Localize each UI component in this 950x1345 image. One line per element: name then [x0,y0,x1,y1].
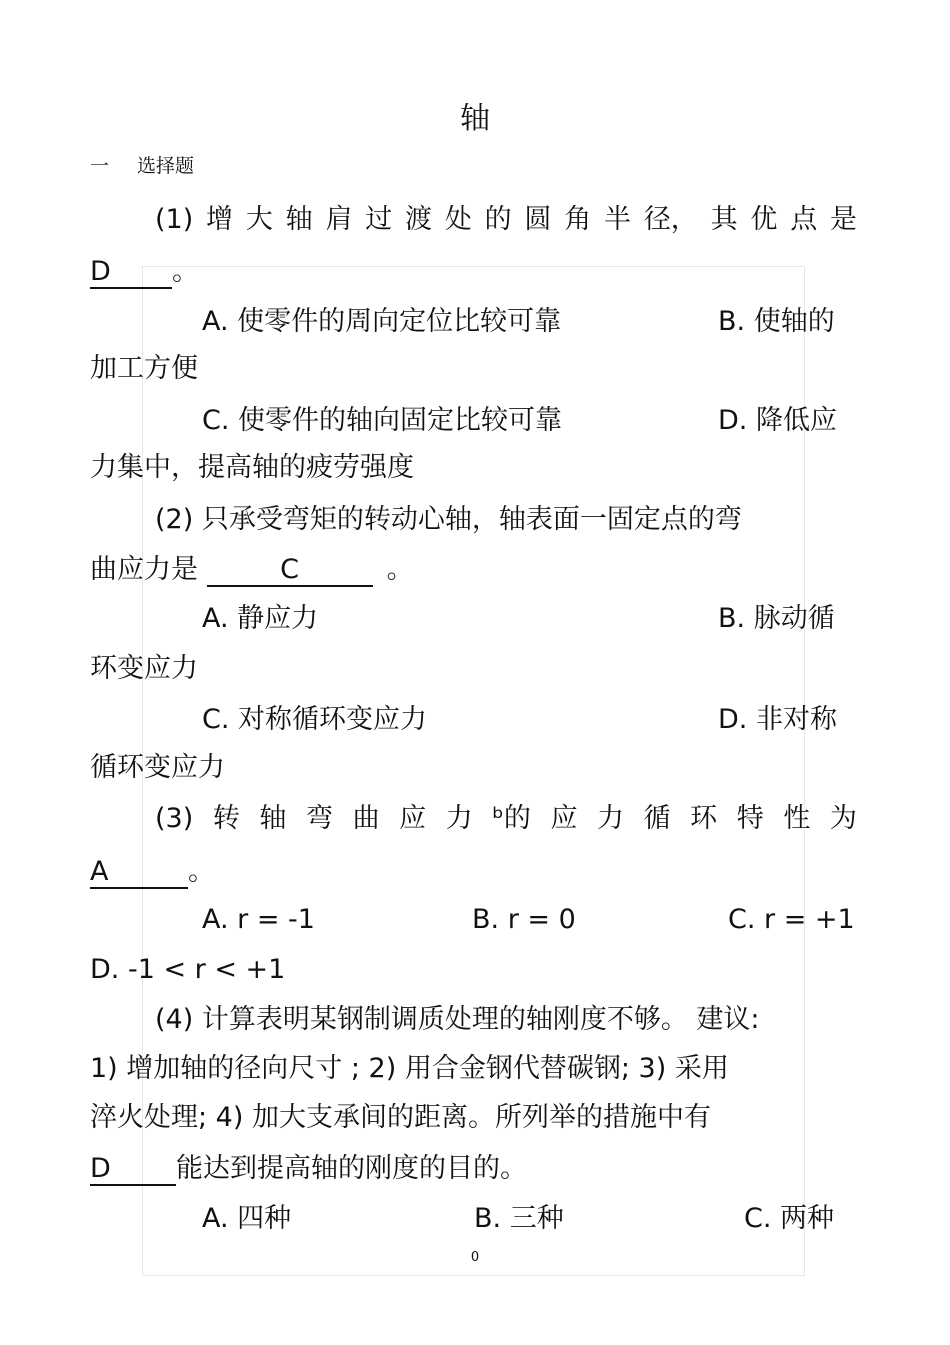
q1-option-c: C. 使零件的轴向固定比较可靠 [202,405,563,436]
q1-answer-blank: D [90,257,172,289]
q3-option-c: C. r = +1 [728,904,855,935]
page-title: 轴 [460,101,490,136]
section-heading [90,153,194,179]
q4-option-a: A. 四种 [202,1203,292,1234]
q4-option-b: B. 三种 [474,1203,564,1234]
q1-option-b-cont: 加工方便 [90,353,198,384]
q1-option-a: A. 使零件的周向定位比较可靠 [202,306,562,337]
q3-option-b: B. r = 0 [472,904,576,935]
q2-option-b: B. 脉动循 [718,603,835,634]
q2-option-a: A. 静应力 [202,603,319,634]
q3-stem-line1: (3) 转 轴 弯 曲 应 力 ᵇ的 应 力 循 环 特 性 为 [155,803,857,834]
q1-option-d: D. 降低应 [718,405,837,436]
q1-option-d-cont: 力集中，提高轴的疲劳强度 [90,452,414,483]
q1-stem-line1: (1) 增 大 轴 肩 过 渡 处 的 圆 角 半 径， 其 优 点 是 [155,204,857,235]
section-label: 选择题 [137,155,195,177]
q3-answer-blank: A [90,857,188,889]
q3-option-d: D. -1 < r < +1 [90,954,286,985]
q2-option-c: C. 对称循环变应力 [202,704,428,735]
q2-stem-line2: 曲应力是 C 。 [90,554,414,585]
q2-option-b-cont: 环变应力 [90,653,198,684]
q3-option-a: A. r = -1 [202,904,315,935]
q2-stem-line1: (2) 只承受弯矩的转动心轴，轴表面一固定点的弯 [155,504,742,535]
q1-answer-line: D 。 [90,256,199,287]
page-number: 0 [470,1250,480,1265]
q4-option-c: C. 两种 [744,1203,835,1234]
q4-line1: (4) 计算表明某钢制调质处理的轴刚度不够。 建议: [155,1004,760,1035]
q2-option-d-cont: 循环变应力 [90,752,225,783]
q2-answer-blank: C [207,555,373,587]
q4-line4: D 能达到提高轴的刚度的目的。 [90,1153,527,1184]
section-number: 一 [90,155,110,177]
q3-answer-line: A 。 [90,856,215,887]
q4-answer-blank: D [90,1154,176,1186]
q4-line2: 1) 增加轴的径向尺寸 ; 2) 用合金钢代替碳钢; 3) 采用 [90,1053,729,1084]
q1-option-b: B. 使轴的 [718,306,835,337]
q2-option-d: D. 非对称 [718,704,837,735]
q4-line3: 淬火处理; 4) 加大支承间的距离。所列举的措施中有 [90,1102,711,1133]
